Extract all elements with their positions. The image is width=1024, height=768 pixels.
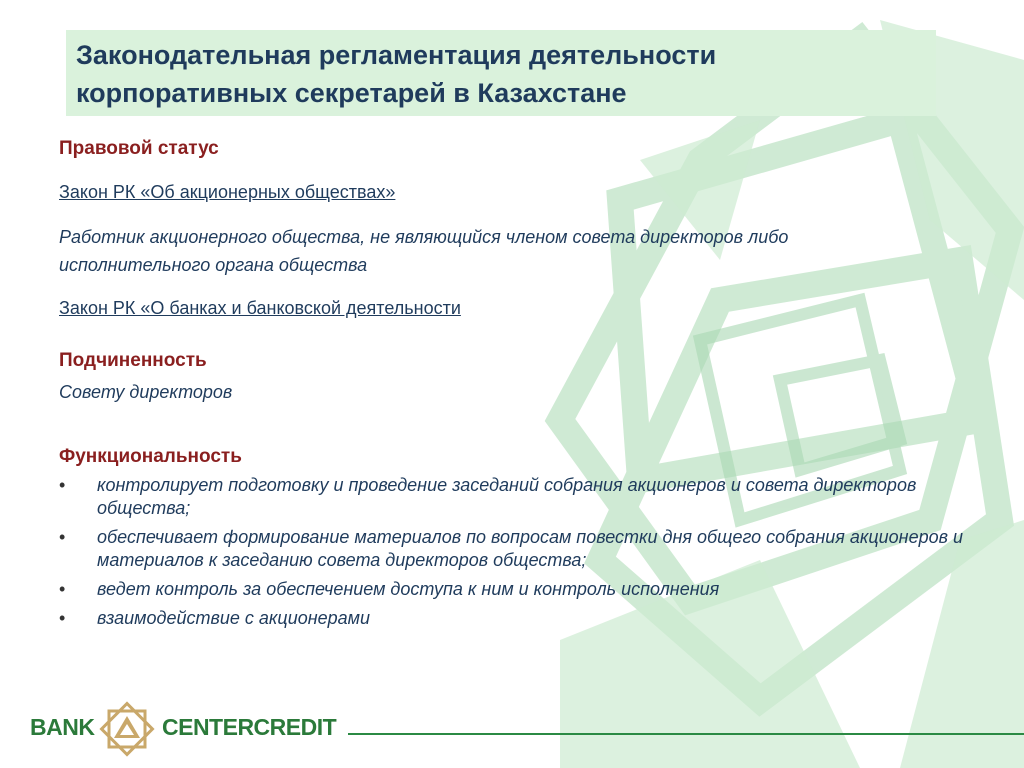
- title-box: [66, 30, 936, 116]
- list-item: [59, 607, 969, 630]
- legal-status-description: Работник акционерного общества, не являющийся членом совета директоров либо исполнительного органа общества: [59, 227, 789, 275]
- logo-text-bank: BANK: [30, 714, 95, 740]
- list-item-text: обеспечивает формирование материалов по вопросам повестки дня общего собрания акционеров и материалов к заседанию совета директоров общества;: [97, 527, 964, 570]
- bullet-icon: •: [59, 527, 66, 547]
- bullet-icon: •: [59, 579, 66, 599]
- slide-title: Законодательная регламентация деятельности корпоративных секретарей в Казахстане: [76, 40, 717, 108]
- logo-text-centercredit: CENTERCREDIT: [162, 714, 337, 740]
- footer-divider: [348, 733, 1024, 735]
- list-item-text: контролирует подготовку и проведение заседаний собрания акционеров и совета директоров общества;: [97, 475, 917, 518]
- list-item: [59, 474, 969, 520]
- law-banks-link[interactable]: Закон РК «О банках и банковской деятельности: [59, 298, 461, 318]
- list-item: [59, 526, 969, 572]
- star-emblem-icon: [96, 698, 158, 760]
- law-joint-stock-companies-link[interactable]: Закон РК «Об акционерных обществах»: [59, 182, 396, 202]
- list-item: [59, 578, 969, 601]
- subordination-heading: Подчиненность: [59, 350, 207, 371]
- bullet-icon: •: [59, 475, 66, 495]
- subordination-text: Совету директоров: [59, 382, 233, 402]
- bullet-icon: •: [59, 608, 66, 628]
- bank-centercredit-logo: [30, 700, 350, 760]
- functionality-heading: Функциональность: [59, 446, 242, 467]
- functionality-list: [59, 474, 969, 636]
- legal-status-heading: Правовой статус: [59, 138, 219, 159]
- list-item-text: взаимодействие с акционерами: [97, 608, 371, 628]
- list-item-text: ведет контроль за обеспечением доступа к ним и контроль исполнения: [97, 579, 720, 599]
